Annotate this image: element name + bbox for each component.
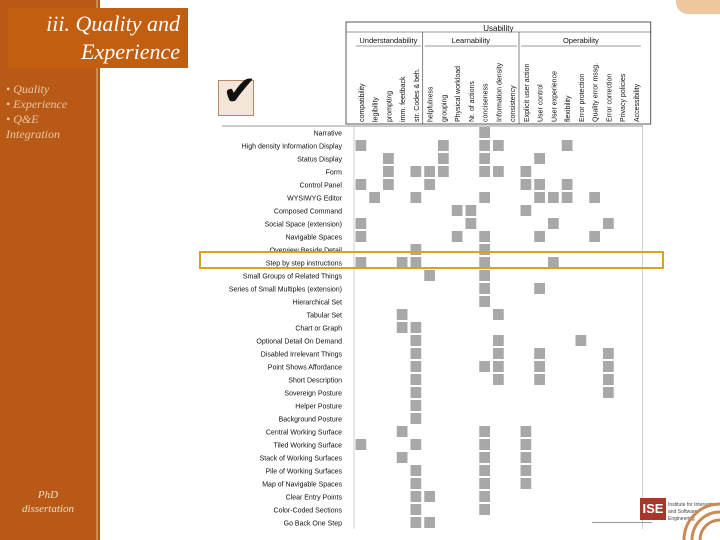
matrix-cell-filled xyxy=(493,335,504,346)
matrix-cell-filled xyxy=(411,491,422,502)
row-label: Status Display xyxy=(297,156,342,164)
sidebar-divider xyxy=(96,0,98,540)
row-label: Map of Navigable Spaces xyxy=(262,481,342,489)
matrix-cell-filled xyxy=(534,231,545,242)
matrix-cell-filled xyxy=(479,127,490,138)
matrix-cell-filled xyxy=(356,218,367,229)
matrix-cell-filled xyxy=(493,361,504,372)
matrix-cell-filled xyxy=(521,452,532,463)
matrix-cell-filled xyxy=(479,426,490,437)
matrix-cell-filled xyxy=(466,205,477,216)
column-header: Privacy policies xyxy=(620,73,628,122)
matrix-cell-filled xyxy=(452,231,463,242)
row-label: Tabular Set xyxy=(306,312,342,320)
matrix-cell-filled xyxy=(424,179,435,190)
matrix-cell-filled xyxy=(479,439,490,450)
matrix-cell-filled xyxy=(521,179,532,190)
matrix-cell-filled xyxy=(603,387,614,398)
matrix-cell-filled xyxy=(411,465,422,476)
row-label: Hierarchical Set xyxy=(292,299,342,307)
row-label: Chart or Graph xyxy=(295,325,342,333)
row-label: Control Panel xyxy=(299,182,342,190)
row-label: Overview Beside Detail xyxy=(269,247,342,255)
row-label: Point Shows Affordance xyxy=(267,364,342,372)
matrix-cell-filled xyxy=(479,140,490,151)
column-header: User control xyxy=(537,84,545,122)
matrix-cell-filled xyxy=(411,335,422,346)
matrix-cell-filled xyxy=(397,322,408,333)
column-header: legibility xyxy=(372,97,380,122)
matrix-cell-filled xyxy=(356,179,367,190)
matrix-cell-filled xyxy=(534,374,545,385)
logo-text: Institute for Interaction and Software Engineering xyxy=(668,502,718,522)
matrix-cell-filled xyxy=(411,400,422,411)
matrix-cell-filled xyxy=(479,296,490,307)
row-label: Stack of Working Surfaces xyxy=(259,455,342,463)
matrix-cell-filled xyxy=(479,166,490,177)
group-header: Understandability xyxy=(359,36,418,45)
matrix-cell-filled xyxy=(521,478,532,489)
matrix-cell-filled xyxy=(438,166,449,177)
column-header: Information density xyxy=(496,62,504,122)
row-label: Short Description xyxy=(288,377,342,385)
matrix-cell-filled xyxy=(411,478,422,489)
row-label: Color-Coded Sections xyxy=(273,507,342,515)
matrix-cell-filled xyxy=(479,192,490,203)
row-label: Optional Detail On Demand xyxy=(256,338,342,346)
row-label: WYSIWYG Editor xyxy=(287,195,342,203)
row-label: High density Information Display xyxy=(241,143,342,151)
matrix-cell-filled xyxy=(411,517,422,528)
matrix-cell-filled xyxy=(411,322,422,333)
matrix-cell-filled xyxy=(424,491,435,502)
column-header: Error protection xyxy=(578,73,586,122)
bullet-experience: • Experience xyxy=(6,97,68,111)
matrix-cell-filled xyxy=(534,153,545,164)
matrix-cell-filled xyxy=(534,192,545,203)
matrix-cell-filled xyxy=(411,361,422,372)
matrix-cell-filled xyxy=(479,504,490,515)
matrix-cell-filled xyxy=(479,231,490,242)
group-header: Learnability xyxy=(451,36,491,45)
matrix-cell-filled xyxy=(603,361,614,372)
row-label: Tiled Working Surface xyxy=(273,442,342,450)
bullet-integration: Integration xyxy=(6,127,60,141)
row-label: Go Back One Step xyxy=(283,520,342,528)
row-label: Pile of Working Surfaces xyxy=(265,468,342,476)
column-header: Nr. of actions xyxy=(468,81,476,122)
matrix-cell-filled xyxy=(356,439,367,450)
matrix-cell-filled xyxy=(576,335,587,346)
row-label: Social Space (extension) xyxy=(264,221,342,229)
column-header: imm. feedback xyxy=(400,76,408,122)
matrix-cell-filled xyxy=(424,270,435,281)
matrix-cell-filled xyxy=(438,140,449,151)
checkmark-icon: ✔ xyxy=(222,66,258,115)
row-label: Sovereign Posture xyxy=(284,390,342,398)
column-header: prompting xyxy=(386,90,394,122)
matrix-cell-filled xyxy=(521,465,532,476)
matrix-cell-filled xyxy=(521,205,532,216)
logo-mark: ISE xyxy=(640,498,666,520)
matrix-cell-filled xyxy=(411,439,422,450)
matrix-cell-filled xyxy=(548,192,559,203)
matrix-cell-filled xyxy=(424,166,435,177)
matrix-cell-filled xyxy=(397,452,408,463)
matrix-cell-filled xyxy=(521,439,532,450)
column-header: grouping xyxy=(441,94,449,122)
slide-title xyxy=(8,8,188,68)
usability-matrix-svg xyxy=(204,20,654,540)
matrix-cell-filled xyxy=(479,270,490,281)
matrix-cell-filled xyxy=(452,205,463,216)
matrix-cell-filled xyxy=(369,192,380,203)
matrix-cell-filled xyxy=(589,192,600,203)
row-label: Background Posture xyxy=(278,416,342,424)
group-header: Operability xyxy=(562,36,599,45)
matrix-cell-filled xyxy=(411,348,422,359)
usability-matrix xyxy=(204,20,654,540)
matrix-cell-filled xyxy=(411,504,422,515)
row-label: Clear Entry Points xyxy=(285,494,342,502)
row-label: Narrative xyxy=(313,130,342,138)
matrix-cell-filled xyxy=(589,231,600,242)
header-usability: Usability xyxy=(483,24,514,33)
matrix-cell-filled xyxy=(479,491,490,502)
matrix-cell-filled xyxy=(493,140,504,151)
matrix-cell-filled xyxy=(493,166,504,177)
institute-logo xyxy=(592,492,720,540)
matrix-cell-filled xyxy=(562,192,573,203)
matrix-cell-filled xyxy=(493,309,504,320)
matrix-cell-filled xyxy=(521,166,532,177)
matrix-cell-filled xyxy=(383,153,394,164)
matrix-cell-filled xyxy=(534,348,545,359)
row-label: Navigable Spaces xyxy=(285,234,342,242)
corner-decoration xyxy=(676,0,720,14)
matrix-cell-filled xyxy=(479,452,490,463)
column-header: flexibility xyxy=(565,95,573,122)
matrix-cell-filled xyxy=(356,140,367,151)
highlighted-row-frame xyxy=(199,251,664,269)
column-header: Quality error mssg. xyxy=(592,62,600,122)
bullet-quality: • Quality xyxy=(6,82,50,96)
matrix-cell-filled xyxy=(603,374,614,385)
logo-rule xyxy=(592,522,652,523)
bullet-qe: • Q&E xyxy=(6,112,39,126)
row-label: Form xyxy=(325,169,342,177)
matrix-cell-filled xyxy=(466,218,477,229)
matrix-cell-filled xyxy=(397,309,408,320)
matrix-cell-filled xyxy=(438,153,449,164)
row-label: Series of Small Multiples (extension) xyxy=(228,286,342,294)
matrix-cell-filled xyxy=(397,426,408,437)
matrix-cell-filled xyxy=(479,153,490,164)
column-header: Physical workload xyxy=(455,65,463,122)
matrix-cell-filled xyxy=(493,348,504,359)
matrix-cell-filled xyxy=(411,166,422,177)
matrix-cell-filled xyxy=(411,192,422,203)
column-header: conciseness xyxy=(482,83,490,122)
slide-sidebar xyxy=(0,0,100,540)
matrix-cell-filled xyxy=(534,283,545,294)
matrix-cell-filled xyxy=(383,166,394,177)
matrix-cell-filled xyxy=(411,387,422,398)
bullet-list xyxy=(6,82,67,142)
footer-line-2: dissertation xyxy=(22,503,74,515)
matrix-cell-filled xyxy=(411,413,422,424)
matrix-cell-filled xyxy=(411,374,422,385)
matrix-cell-filled xyxy=(383,179,394,190)
slide-title-line-2: Experience xyxy=(81,39,180,64)
logo-arc-icon xyxy=(680,492,720,540)
footer-line-1: PhD xyxy=(37,489,59,501)
matrix-cell-filled xyxy=(603,218,614,229)
row-label: Composed Command xyxy=(273,208,342,216)
matrix-cell-filled xyxy=(562,140,573,151)
matrix-cell-filled xyxy=(479,283,490,294)
matrix-cell-filled xyxy=(493,374,504,385)
column-header: consistency xyxy=(510,85,518,122)
column-header: Accessibility xyxy=(633,83,641,122)
matrix-cell-filled xyxy=(534,361,545,372)
column-header: str. Codes & beh. xyxy=(413,68,421,122)
matrix-cell-filled xyxy=(479,465,490,476)
matrix-cell-filled xyxy=(424,517,435,528)
column-header: helpfulness xyxy=(427,86,435,122)
column-header: Error correction xyxy=(606,73,614,122)
column-header: User experience xyxy=(551,71,559,122)
matrix-cell-filled xyxy=(603,348,614,359)
matrix-cell-filled xyxy=(548,218,559,229)
column-header: Explicit user action xyxy=(523,63,531,122)
footer-note xyxy=(8,488,88,516)
matrix-cell-filled xyxy=(356,231,367,242)
matrix-cell-filled xyxy=(521,426,532,437)
matrix-cell-filled xyxy=(479,478,490,489)
matrix-cell-filled xyxy=(479,361,490,372)
matrix-cell-filled xyxy=(534,179,545,190)
row-label: Disabled Irrelevant Things xyxy=(260,351,342,359)
row-label: Small Groups of Related Things xyxy=(242,273,342,281)
row-label: Step by step instructions xyxy=(265,260,342,268)
slide-title-line-1: iii. Quality and xyxy=(46,11,180,36)
row-label: Central Working Surface xyxy=(265,429,342,437)
matrix-cell-filled xyxy=(562,179,573,190)
row-label: Helper Posture xyxy=(295,403,342,411)
column-header: compatibility xyxy=(358,83,366,122)
